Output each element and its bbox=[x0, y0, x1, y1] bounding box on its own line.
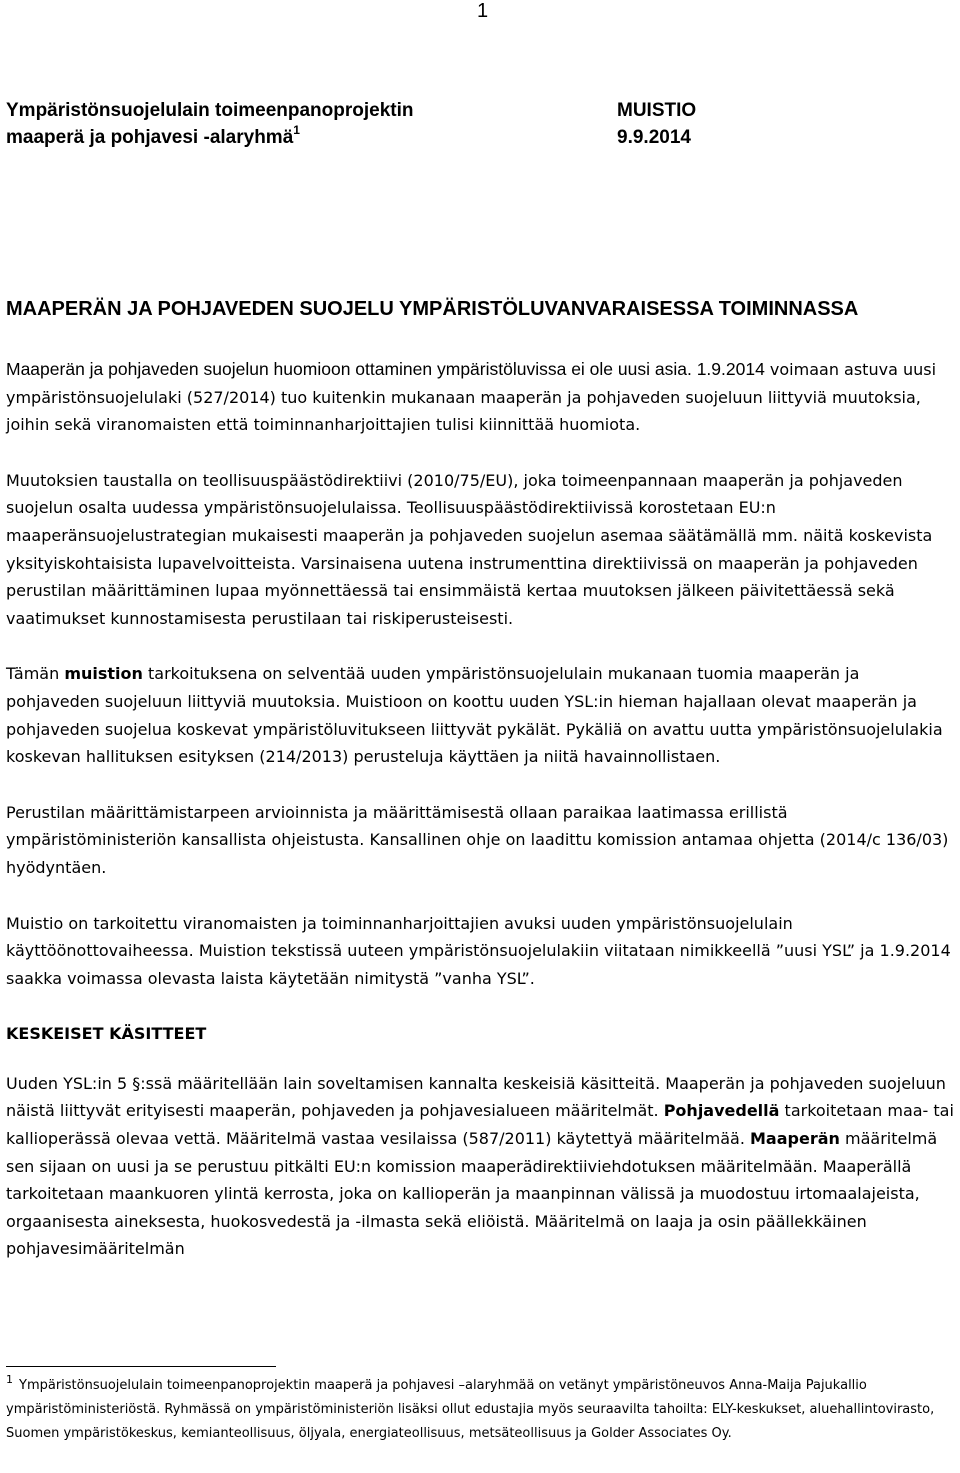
baseline-paragraph: Perustilan määrittämistarpeen arvioinnista ja määrittämisestä ollaan paraikaa laatimassa erillistä ympäristöministeriön kansallista ohjeistusta. Kansallinen ohje on laadittu komission antamaa ohjetta (2014/c 136/03) hyödyntäen. bbox=[6, 802, 949, 877]
audience-paragraph: Muistio on tarkoitettu viranomaisten ja toiminnanharjoittajien avuksi uuden ympäristönsuojelulain käyttöönottovaiheessa. Muistion tekstissä uuteen ympäristönsuojelulakiin viitataan nimikkeellä ”uusi YSL” ja 1.9.2014 saakka voimassa olevasta laista käytetään nimitystä ”vanha YSL”. bbox=[6, 913, 951, 988]
page-number: 1 bbox=[477, 0, 489, 22]
purpose-bold-term: muistion bbox=[64, 664, 143, 684]
definitions-text-1: Uuden YSL:in 5 §:ssä määritellään lain soveltamisen kannalta keskeisiä käsitteitä. Maaperän ja pohjaveden suojeluun näistä liittyvät erityisesti maaperän, pohjaveden ja pohjavesialueen määritelmät. bbox=[6, 1073, 946, 1121]
working-group-name bbox=[6, 97, 414, 151]
section-heading: KESKEISET KÄSITTEET bbox=[6, 1024, 207, 1044]
definitions-paragraph bbox=[6, 1070, 954, 1263]
purpose-paragraph bbox=[6, 660, 954, 770]
background-paragraph: Muutoksien taustalla on teollisuuspäästödirektiivi (2010/75/EU), joka toimeenpannaan maaperän ja pohjaveden suojelun osalta uudessa ympäristönsuojelulaissa. Teollisuuspäästödirektiivissä korostetaan EU:n maaperänsuojelustrategian mukaisesti maaperän ja pohjaveden suojelun asemaa säätämällä mm. näitä koskevista yksityiskohtaisista lupavelvoitteista. Varsinaisena uutena instrumenttina direktiivissä on maaperän ja pohjaveden perustilan määrittäminen lupaa myönnettäessä tai ensimmäistä kertaa muutoksen jälkeen päivitettäessä sekä vaatimukset kunnostamisesta perustilaan tai riskiperusteisesti. bbox=[6, 470, 933, 628]
footnote-separator bbox=[6, 1366, 276, 1367]
definitions-term-soil: Maaperän bbox=[750, 1129, 840, 1149]
purpose-after: tarkoituksena on selventää uuden ympäristönsuojelulain mukanaan tuomia maaperän ja pohjaveden suojeluun liittyviä muutoksia. Muistioon on koottu uuden YSL:in hieman hajallaan olevat maaperän ja pohjaveden suojelua koskevat ympäristöluvitukseen liittyvät pykälät. Pykäliä on avattu uutta ympäristönsuojelulakia koskevan hallituksen esityksen (214/2013) perusteluja käyttäen ja niitä havainnollistaen. bbox=[6, 664, 943, 767]
intro-rest: voimaan astuva uusi ympäristönsuojelulaki (527/2014) tuo kuitenkin mukanaan maaperän ja pohjaveden suojeluun liittyviä muutoksia, joihin sekä viranomaisten että toiminnanharjoittajien tulisi kiinnittää huomiota. bbox=[6, 360, 937, 435]
document-type: MUISTIO bbox=[617, 100, 697, 121]
intro-lead: Maaperän ja pohjaveden suojelun huomioon ottaminen ympäristöluvissa ei ole uusi asia. 1.9.2014 bbox=[6, 359, 765, 379]
working-group-line-2: maaperä ja pohjavesi -alaryhmä bbox=[6, 127, 294, 148]
purpose-before: Tämän bbox=[6, 664, 65, 684]
document-body bbox=[6, 356, 954, 1291]
definitions-text-3: määritelmä sen sijaan on uusi ja se perustuu pitkälti EU:n komission maaperädirektiiviehdotuksen määritelmään. Maaperällä tarkoitetaan maankuoren ylintä kerrosta, joka on kallioperän ja maanpinnan välissä ja muodostuu irtomaalajeista, orgaanisesta aineksesta, huokosvedestä ja -ilmasta sekä eliöistä. Määritelmä on laaja ja osin päällekkäinen pohjavesimääritelmän bbox=[6, 1129, 938, 1259]
page-title: MAAPERÄN JA POHJAVEDEN SUOJELU YMPÄRISTÖLUVANVARAISESSA TOIMINNASSA bbox=[6, 298, 859, 320]
intro-paragraph bbox=[6, 356, 954, 439]
document-date: 9.9.2014 bbox=[617, 127, 691, 148]
footnote-marker: 1 bbox=[6, 1373, 13, 1386]
footnote-text: Ympäristönsuojelulain toimeenpanoprojektin maaperä ja pohjavesi –alaryhmää on vetänyt ympäristöneuvos Anna-Maija Pajukallio ympäristöministeriöstä. Ryhmässä on ympäristöministeriön lisäksi ollut edustajia myös seuraavilta tahoilta: ELY-keskukset, aluehallintovirasto, Suomen ympäristökeskus, kemianteollisuus, öljyala, energiateollisuus, metsäteollisuus ja Golder Associates Oy. bbox=[6, 1378, 935, 1441]
document-meta bbox=[617, 97, 696, 151]
working-group-line-1: Ympäristönsuojelulain toimeenpanoprojektin bbox=[6, 100, 414, 121]
footnote bbox=[6, 1374, 954, 1446]
definitions-text-2: tarkoitetaan maa- tai kallioperässä olevaa vettä. Määritelmä vastaa vesilaissa (587/2011) käytettyä määritelmää. bbox=[6, 1101, 954, 1149]
footnote-reference: 1 bbox=[293, 123, 300, 137]
definitions-term-groundwater: Pohjavedellä bbox=[663, 1101, 780, 1121]
